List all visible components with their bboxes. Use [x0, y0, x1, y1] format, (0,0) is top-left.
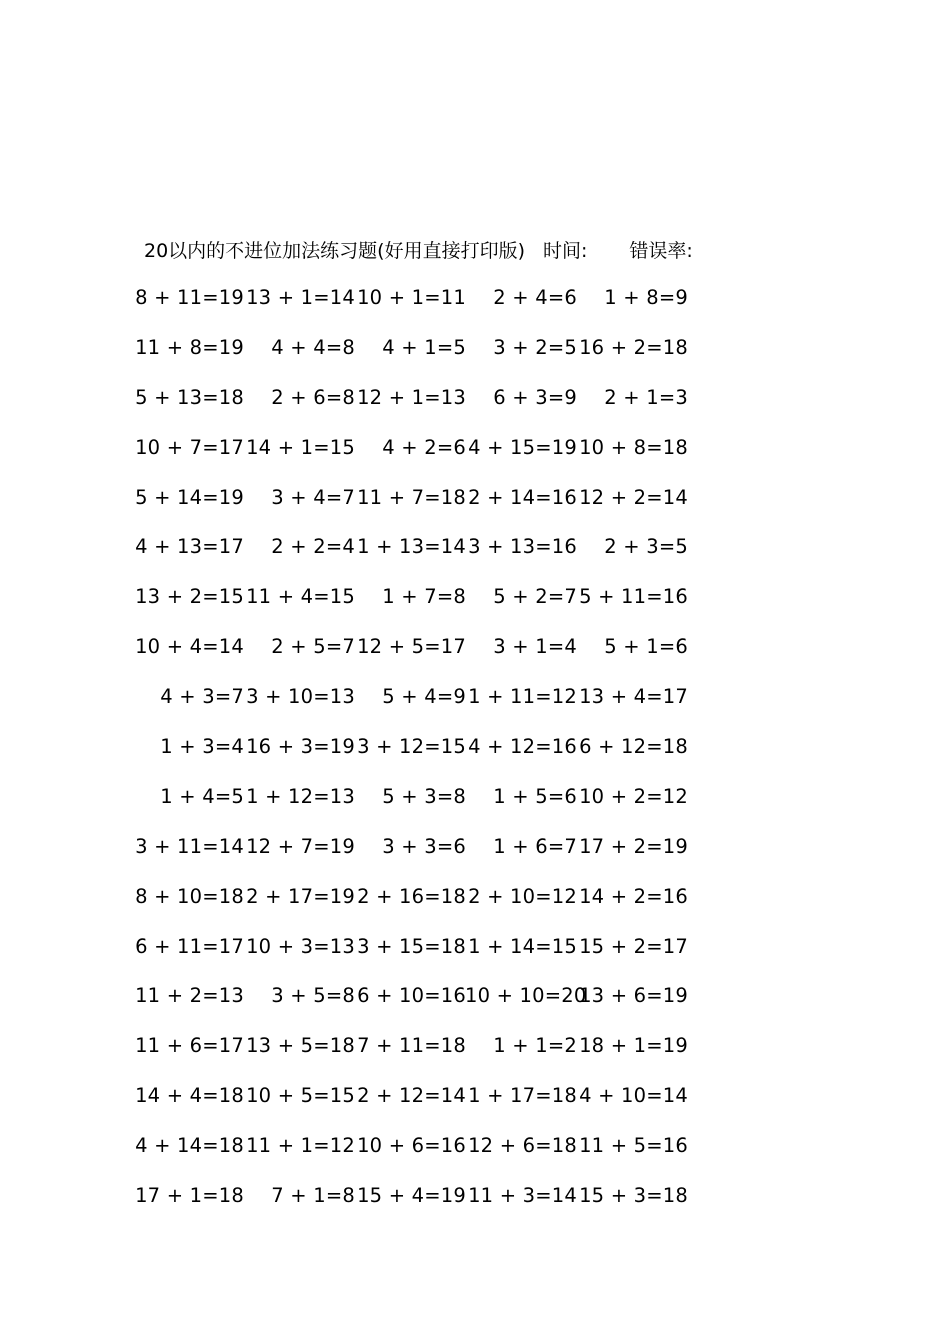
equation-cell: 11 + 5=16	[579, 1134, 688, 1158]
equation-cell: 1 + 6=7	[493, 834, 577, 858]
equation-row	[0, 336, 950, 386]
equation-cell: 10 + 10=20	[465, 984, 587, 1008]
equation-cell: 1 + 7=8	[382, 585, 466, 609]
equation-cell: 10 + 2=12	[579, 784, 688, 808]
equation-cell: 3 + 4=7	[271, 485, 355, 509]
equation-cell: 11 + 7=18	[357, 485, 466, 509]
equation-cell: 13 + 6=19	[579, 984, 688, 1008]
equation-row	[0, 984, 950, 1034]
equation-cell: 2 + 17=19	[246, 884, 355, 908]
equation-row	[0, 436, 950, 486]
equation-cell: 2 + 5=7	[271, 635, 355, 659]
equation-cell: 1 + 11=12	[468, 685, 577, 709]
equation-cell: 7 + 11=18	[357, 1034, 466, 1058]
equation-cell: 2 + 4=6	[493, 286, 577, 309]
equation-cell: 3 + 11=14	[135, 834, 244, 858]
equation-cell: 1 + 14=15	[468, 934, 577, 958]
equation-row	[0, 835, 950, 885]
equation-cell: 1 + 17=18	[468, 1084, 577, 1108]
equation-cell: 15 + 4=19	[357, 1184, 466, 1208]
equation-cell: 5 + 3=8	[382, 784, 466, 808]
equation-row	[0, 885, 950, 935]
equation-row	[0, 486, 950, 536]
equation-cell: 6 + 10=16	[357, 984, 466, 1008]
equation-cell: 4 + 14=18	[135, 1134, 244, 1158]
equation-cell: 4 + 2=6	[382, 435, 466, 459]
equation-cell: 4 + 4=8	[271, 335, 355, 359]
equation-cell: 12 + 6=18	[468, 1134, 577, 1158]
equation-cell: 2 + 6=8	[271, 385, 355, 409]
equation-cell: 13 + 5=18	[246, 1034, 355, 1058]
equation-cell: 3 + 10=13	[246, 685, 355, 709]
equation-cell: 11 + 8=19	[135, 335, 244, 359]
time-label: 时间:	[543, 240, 588, 262]
equation-cell: 4 + 15=19	[468, 435, 577, 459]
equation-cell: 14 + 1=15	[246, 435, 355, 459]
equation-cell: 17 + 1=18	[135, 1184, 244, 1208]
equation-cell: 11 + 1=12	[246, 1134, 355, 1158]
equation-cell: 10 + 7=17	[135, 435, 244, 459]
equation-cell: 3 + 5=8	[271, 984, 355, 1008]
equation-cell: 3 + 2=5	[493, 335, 577, 359]
equation-cell: 2 + 12=14	[357, 1084, 466, 1108]
error-rate-label: 错误率:	[629, 240, 693, 262]
equation-cell: 5 + 13=18	[135, 385, 244, 409]
worksheet-title: 20以内的不进位加法练习题(好用直接打印版)	[144, 240, 526, 262]
equation-cell: 3 + 3=6	[382, 834, 466, 858]
equation-cell: 14 + 2=16	[579, 884, 688, 908]
equation-cell: 6 + 11=17	[135, 934, 244, 958]
equation-cell: 1 + 13=14	[357, 535, 466, 559]
equation-cell: 10 + 5=15	[246, 1084, 355, 1108]
equation-row	[0, 1084, 950, 1134]
equation-cell: 11 + 6=17	[135, 1034, 244, 1058]
equation-row	[0, 386, 950, 436]
equation-cell: 11 + 3=14	[468, 1184, 577, 1208]
equation-cell: 2 + 3=5	[604, 535, 688, 559]
equation-cell: 3 + 12=15	[357, 735, 466, 759]
equation-cell: 12 + 2=14	[579, 485, 688, 509]
equation-cell: 7 + 1=8	[271, 1184, 355, 1208]
equation-cell: 1 + 4=5	[160, 784, 244, 808]
equation-cell: 10 + 3=13	[246, 934, 355, 958]
equation-row	[0, 1184, 950, 1234]
equation-cell: 10 + 6=16	[357, 1134, 466, 1158]
equation-cell: 2 + 1=3	[604, 385, 688, 409]
equation-cell: 10 + 8=18	[579, 435, 688, 459]
equation-row	[0, 635, 950, 685]
equation-grid	[0, 286, 950, 1234]
equation-cell: 5 + 14=19	[135, 485, 244, 509]
equation-cell: 12 + 5=17	[357, 635, 466, 659]
equation-cell: 17 + 2=19	[579, 834, 688, 858]
equation-cell: 3 + 15=18	[357, 934, 466, 958]
equation-cell: 13 + 4=17	[579, 685, 688, 709]
equation-cell: 3 + 1=4	[493, 635, 577, 659]
equation-row	[0, 286, 950, 336]
equation-cell: 5 + 11=16	[579, 585, 688, 609]
equation-cell: 15 + 2=17	[579, 934, 688, 958]
equation-cell: 6 + 3=9	[493, 385, 577, 409]
equation-cell: 2 + 2=4	[271, 535, 355, 559]
equation-cell: 8 + 10=18	[135, 884, 244, 908]
equation-cell: 4 + 12=16	[468, 735, 577, 759]
equation-cell: 13 + 1=14	[246, 286, 355, 309]
equation-cell: 11 + 2=13	[135, 984, 244, 1008]
equation-cell: 1 + 1=2	[493, 1034, 577, 1058]
equation-row	[0, 685, 950, 735]
equation-cell: 5 + 1=6	[604, 635, 688, 659]
equation-cell: 5 + 4=9	[382, 685, 466, 709]
equation-cell: 12 + 7=19	[246, 834, 355, 858]
equation-cell: 1 + 12=13	[246, 784, 355, 808]
equation-row	[0, 1034, 950, 1084]
equation-cell: 13 + 2=15	[135, 585, 244, 609]
equation-cell: 11 + 4=15	[246, 585, 355, 609]
equation-cell: 10 + 4=14	[135, 635, 244, 659]
equation-cell: 4 + 13=17	[135, 535, 244, 559]
equation-row	[0, 935, 950, 985]
equation-cell: 2 + 14=16	[468, 485, 577, 509]
equation-cell: 16 + 2=18	[579, 335, 688, 359]
equation-row	[0, 585, 950, 635]
equation-cell: 15 + 3=18	[579, 1184, 688, 1208]
equation-row	[0, 535, 950, 585]
equation-cell: 4 + 1=5	[382, 335, 466, 359]
equation-cell: 8 + 11=19	[135, 286, 244, 309]
equation-cell: 1 + 3=4	[160, 735, 244, 759]
equation-cell: 1 + 5=6	[493, 784, 577, 808]
equation-row	[0, 785, 950, 835]
equation-cell: 6 + 12=18	[579, 735, 688, 759]
equation-cell: 2 + 10=12	[468, 884, 577, 908]
equation-cell: 16 + 3=19	[246, 735, 355, 759]
equation-cell: 18 + 1=19	[579, 1034, 688, 1058]
equation-cell: 1 + 8=9	[604, 286, 688, 309]
equation-row	[0, 1134, 950, 1184]
equation-cell: 12 + 1=13	[357, 385, 466, 409]
equation-cell: 3 + 13=16	[468, 535, 577, 559]
worksheet-header	[144, 236, 693, 263]
equation-cell: 14 + 4=18	[135, 1084, 244, 1108]
equation-cell: 10 + 1=11	[357, 286, 466, 309]
equation-row	[0, 735, 950, 785]
equation-cell: 5 + 2=7	[493, 585, 577, 609]
equation-cell: 2 + 16=18	[357, 884, 466, 908]
equation-cell: 4 + 3=7	[160, 685, 244, 709]
equation-cell: 4 + 10=14	[579, 1084, 688, 1108]
